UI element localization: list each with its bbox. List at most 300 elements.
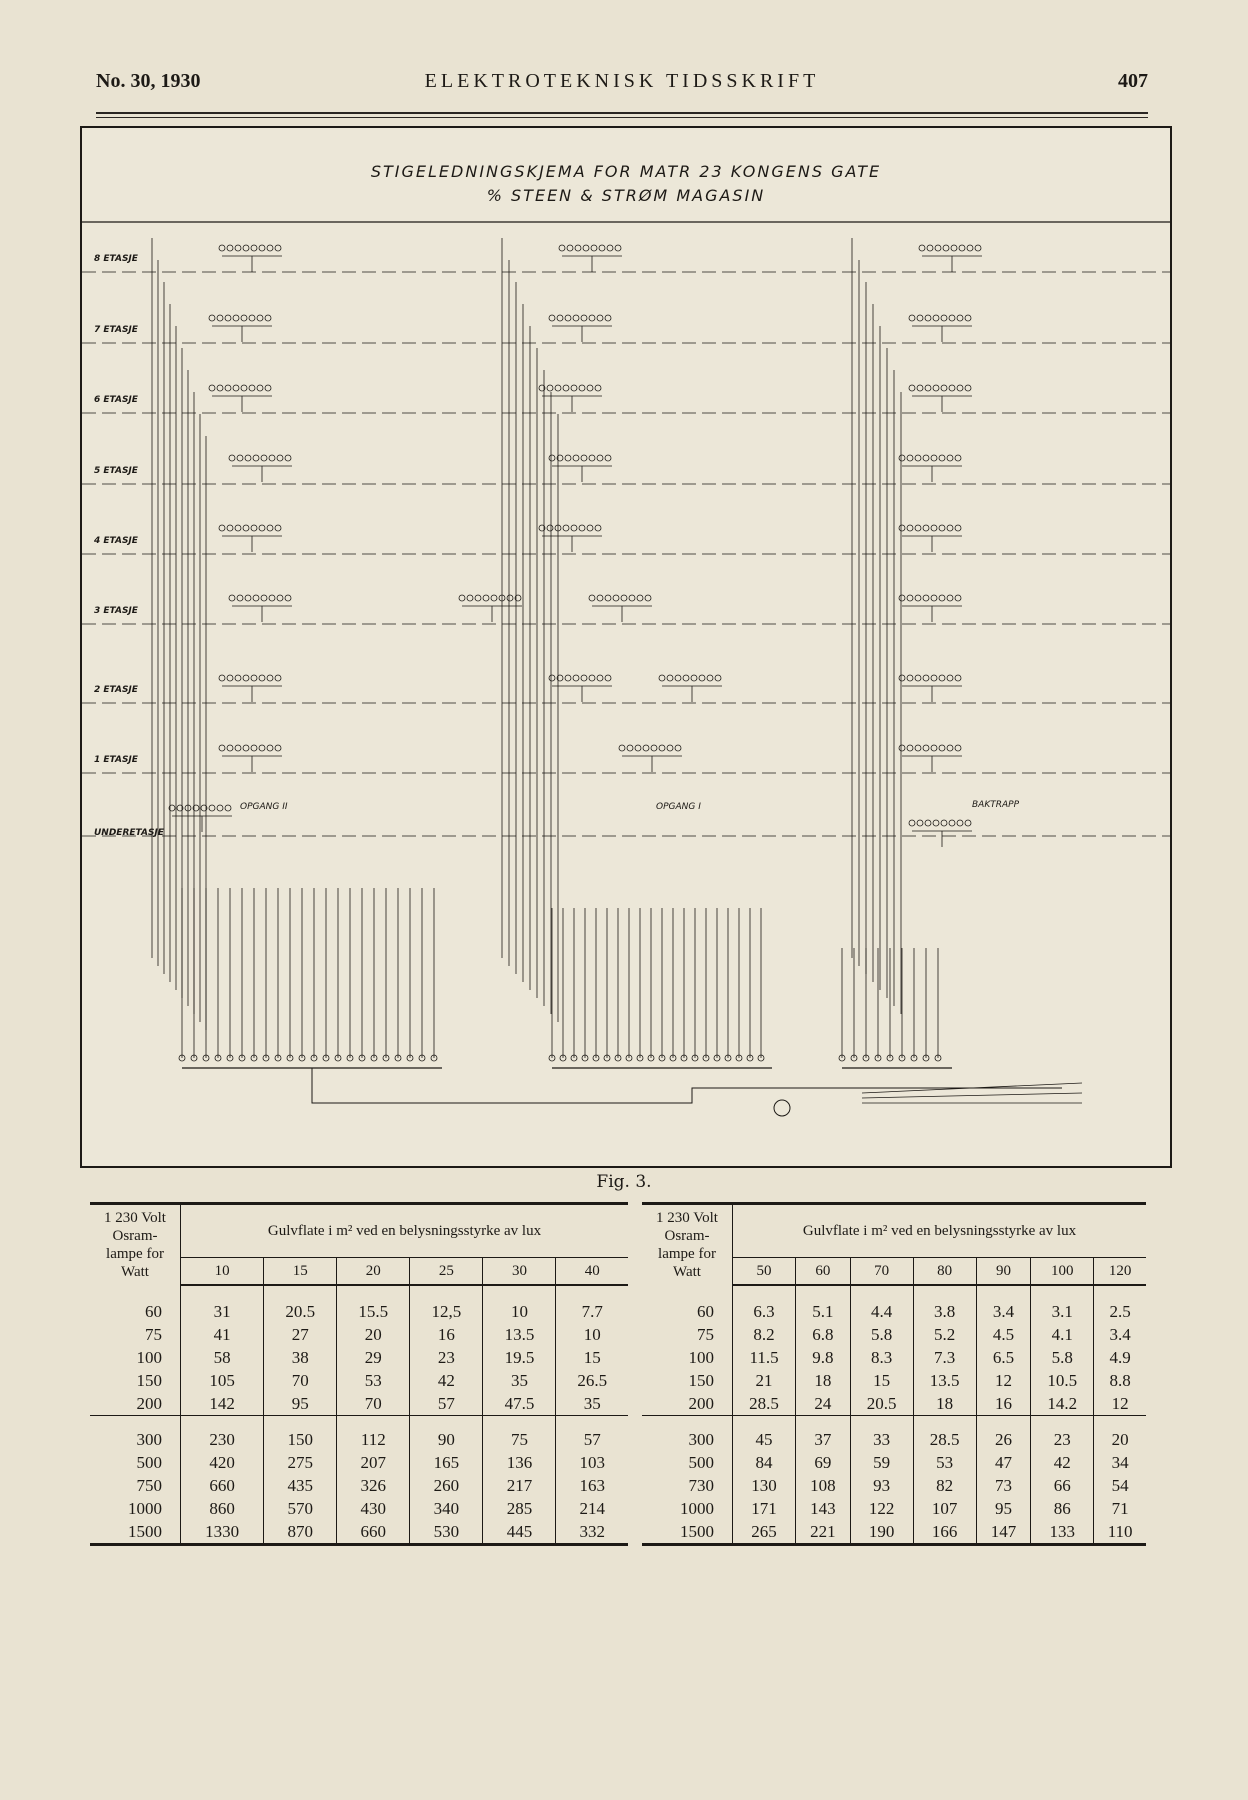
lamp-symbol <box>261 455 267 461</box>
lamp-symbol <box>209 385 215 391</box>
area-cell: 147 <box>976 1520 1030 1545</box>
lamp-symbol <box>251 525 257 531</box>
area-cell: 143 <box>796 1497 850 1520</box>
lamp-symbol <box>917 385 923 391</box>
area-cell: 8.2 <box>733 1323 796 1346</box>
table-row <box>90 1392 628 1416</box>
lamp-symbol <box>259 245 265 251</box>
lamp-symbol <box>949 820 955 826</box>
lamp-symbol <box>269 455 275 461</box>
area-cell: 31 <box>181 1300 264 1323</box>
lamp-symbol <box>923 745 929 751</box>
lamp-header-line: 1 230 Volt <box>104 1210 166 1226</box>
lamp-symbol <box>251 245 257 251</box>
lamp-symbol <box>915 745 921 751</box>
lamp-symbol <box>659 745 665 751</box>
area-cell: 23 <box>410 1346 483 1369</box>
spacer-cell <box>642 1285 733 1300</box>
lamp-symbol <box>225 385 231 391</box>
lamp-header-line: Watt <box>121 1264 149 1280</box>
lamp-symbol <box>907 595 913 601</box>
spacer-cell <box>483 1285 556 1300</box>
area-cell: 163 <box>556 1474 628 1497</box>
lamp-symbol <box>571 385 577 391</box>
table-row <box>90 1346 628 1369</box>
lamp-symbol <box>265 385 271 391</box>
lamp-header-line: Osram- <box>112 1228 158 1244</box>
area-cell: 95 <box>976 1497 1030 1520</box>
lamp-symbol <box>947 675 953 681</box>
lamp-symbol <box>597 315 603 321</box>
spacer-cell <box>796 1416 850 1429</box>
lamp-symbol <box>269 595 275 601</box>
stair-label-opgang-2: OPGANG II <box>240 802 288 812</box>
area-cell: 57 <box>556 1428 628 1451</box>
area-cell: 13.5 <box>913 1369 976 1392</box>
area-cell: 10 <box>483 1300 556 1323</box>
lamp-symbol <box>597 455 603 461</box>
lamp-symbol <box>549 315 555 321</box>
lamp-symbol <box>257 315 263 321</box>
lux-table-right <box>642 1202 1146 1546</box>
area-cell: 570 <box>264 1497 337 1520</box>
area-cell: 207 <box>337 1451 410 1474</box>
lux-header-cell: 30 <box>483 1258 556 1286</box>
table-row <box>642 1497 1146 1520</box>
lamp-symbol <box>923 675 929 681</box>
area-cell: 16 <box>410 1323 483 1346</box>
area-cell: 54 <box>1094 1474 1146 1497</box>
lamp-symbol <box>605 675 611 681</box>
area-cell: 112 <box>337 1428 410 1451</box>
lamp-symbol <box>549 675 555 681</box>
lux-header-cell: 15 <box>264 1258 337 1286</box>
lamp-symbol <box>225 315 231 321</box>
area-cell: 23 <box>1031 1428 1094 1451</box>
lamp-symbol <box>635 745 641 751</box>
floor-label-6: 6 ETASJE <box>94 395 138 405</box>
lamp-symbol <box>227 245 233 251</box>
lamp-symbol <box>931 525 937 531</box>
lamp-symbol <box>931 675 937 681</box>
lamp-symbol <box>607 245 613 251</box>
lamp-symbol <box>925 315 931 321</box>
area-cell: 2.5 <box>1094 1300 1146 1323</box>
spacer-cell <box>410 1416 483 1429</box>
area-cell: 28.5 <box>733 1392 796 1416</box>
area-cell: 41 <box>181 1323 264 1346</box>
lux-header-cell: 40 <box>556 1258 628 1286</box>
table-row <box>642 1300 1146 1323</box>
lamp-symbol <box>957 315 963 321</box>
group-header: Gulvflate i m² ved en belysningsstyrke av lux <box>181 1204 629 1258</box>
area-cell: 53 <box>913 1451 976 1474</box>
lamp-symbol <box>265 315 271 321</box>
area-cell: 86 <box>1031 1497 1094 1520</box>
spacer-cell <box>913 1416 976 1429</box>
watt-cell: 730 <box>642 1474 733 1497</box>
area-cell: 47.5 <box>483 1392 556 1416</box>
floor-label-3: 3 ETASJE <box>94 606 138 616</box>
lamp-symbol <box>559 245 565 251</box>
lamp-symbol <box>917 820 923 826</box>
area-cell: 93 <box>850 1474 913 1497</box>
lamp-symbol <box>565 675 571 681</box>
area-cell: 275 <box>264 1451 337 1474</box>
figure-caption: Fig. 3. <box>596 1172 652 1192</box>
lamp-symbol <box>587 525 593 531</box>
area-cell: 33 <box>850 1428 913 1451</box>
spacer-cell <box>1094 1416 1146 1429</box>
area-cell: 265 <box>733 1520 796 1545</box>
lamp-symbol <box>557 315 563 321</box>
lamp-symbol <box>935 245 941 251</box>
lamp-symbol <box>217 805 223 811</box>
watt-cell: 60 <box>90 1300 181 1323</box>
lamp-symbol <box>629 595 635 601</box>
area-cell: 71 <box>1094 1497 1146 1520</box>
area-cell: 6.8 <box>796 1323 850 1346</box>
area-cell: 107 <box>913 1497 976 1520</box>
group-divider <box>90 1416 628 1429</box>
area-cell: 4.9 <box>1094 1346 1146 1369</box>
table-row <box>90 1520 628 1545</box>
watt-cell: 500 <box>90 1451 181 1474</box>
lamp-symbol <box>899 525 905 531</box>
lamp-symbol <box>241 385 247 391</box>
lamp-symbol <box>235 525 241 531</box>
lamp-symbol <box>581 315 587 321</box>
stair-label-baktrapp: BAKTRAPP <box>972 800 1019 810</box>
area-cell: 5.2 <box>913 1323 976 1346</box>
lux-table-left <box>90 1202 628 1546</box>
lamp-symbol <box>467 595 473 601</box>
area-cell: 15 <box>556 1346 628 1369</box>
area-cell: 20.5 <box>850 1392 913 1416</box>
lamp-symbol <box>259 525 265 531</box>
lux-header-cell: 100 <box>1031 1258 1094 1286</box>
lamp-symbol <box>217 315 223 321</box>
spacer-cell <box>264 1285 337 1300</box>
lamp-symbol <box>907 455 913 461</box>
lamp-symbol <box>581 455 587 461</box>
lamp-symbol <box>491 595 497 601</box>
lux-header-cell: 50 <box>733 1258 796 1286</box>
area-cell: 8.8 <box>1094 1369 1146 1392</box>
area-cell: 530 <box>410 1520 483 1545</box>
area-cell: 12,5 <box>410 1300 483 1323</box>
area-cell: 69 <box>796 1451 850 1474</box>
lamp-symbol <box>237 595 243 601</box>
lamp-symbol <box>251 675 257 681</box>
area-cell: 42 <box>1031 1451 1094 1474</box>
lamp-symbol <box>923 455 929 461</box>
area-cell: 19.5 <box>483 1346 556 1369</box>
area-cell: 12 <box>976 1369 1030 1392</box>
lamp-symbol <box>927 245 933 251</box>
lamp-symbol <box>939 455 945 461</box>
area-cell: 136 <box>483 1451 556 1474</box>
issue-number: No. 30, 1930 <box>96 70 201 92</box>
spacer-cell <box>850 1416 913 1429</box>
lamp-symbol <box>589 315 595 321</box>
area-cell: 171 <box>733 1497 796 1520</box>
lamp-symbol <box>243 525 249 531</box>
lamp-symbol <box>285 455 291 461</box>
area-cell: 1330 <box>181 1520 264 1545</box>
area-cell: 45 <box>733 1428 796 1451</box>
lamp-symbol <box>235 245 241 251</box>
lamp-symbol <box>919 245 925 251</box>
area-cell: 5.1 <box>796 1300 850 1323</box>
lamp-symbol <box>947 525 953 531</box>
lamp-symbol <box>957 385 963 391</box>
watt-cell: 1500 <box>642 1520 733 1545</box>
lamp-symbol <box>941 385 947 391</box>
lamp-symbol <box>915 675 921 681</box>
lamp-symbol <box>699 675 705 681</box>
watt-cell: 750 <box>90 1474 181 1497</box>
spacer-cell <box>556 1285 628 1300</box>
area-cell: 24 <box>796 1392 850 1416</box>
lamp-symbol <box>957 820 963 826</box>
area-cell: 15.5 <box>337 1300 410 1323</box>
lamp-symbol <box>253 455 259 461</box>
area-cell: 70 <box>264 1369 337 1392</box>
area-cell: 165 <box>410 1451 483 1474</box>
table-row <box>642 1520 1146 1545</box>
lamp-symbol <box>253 595 259 601</box>
lamp-symbol <box>507 595 513 601</box>
lamp-symbol <box>241 315 247 321</box>
lamp-symbol <box>227 745 233 751</box>
lamp-symbol <box>643 745 649 751</box>
lamp-symbol <box>595 385 601 391</box>
watt-cell: 300 <box>90 1428 181 1451</box>
floor-label-1: 1 ETASJE <box>94 755 138 765</box>
area-cell: 12 <box>1094 1392 1146 1416</box>
lamp-symbol <box>567 245 573 251</box>
lamp-symbol <box>597 595 603 601</box>
table-row <box>642 1392 1146 1416</box>
lamp-symbol <box>667 675 673 681</box>
spacer-cell <box>337 1416 410 1429</box>
lamp-symbol <box>939 525 945 531</box>
area-cell: 332 <box>556 1520 628 1545</box>
lamp-symbol <box>277 595 283 601</box>
lamp-symbol <box>899 675 905 681</box>
lamp-symbol <box>275 525 281 531</box>
lamp-symbol <box>235 675 241 681</box>
lamp-symbol <box>259 675 265 681</box>
area-cell: 110 <box>1094 1520 1146 1545</box>
lamp-symbol <box>915 595 921 601</box>
main-feeder <box>312 1068 1062 1103</box>
area-cell: 8.3 <box>850 1346 913 1369</box>
lamp-symbol <box>257 385 263 391</box>
diagram-drawing <box>82 128 1170 1166</box>
area-cell: 42 <box>410 1369 483 1392</box>
area-cell: 82 <box>913 1474 976 1497</box>
diagram-subtitle: % STEEN & STRØM MAGASIN <box>486 186 766 205</box>
lamp-symbol <box>955 455 961 461</box>
lamp-symbol <box>605 315 611 321</box>
lamp-symbol <box>267 525 273 531</box>
area-cell: 260 <box>410 1474 483 1497</box>
lamp-symbol <box>645 595 651 601</box>
lamp-symbol <box>275 675 281 681</box>
area-cell: 3.1 <box>1031 1300 1094 1323</box>
lamp-symbol <box>975 245 981 251</box>
wiring-diagram <box>80 126 1172 1168</box>
area-cell: 35 <box>556 1392 628 1416</box>
area-cell: 4.1 <box>1031 1323 1094 1346</box>
area-cell: 420 <box>181 1451 264 1474</box>
lamp-symbol <box>251 745 257 751</box>
area-cell: 21 <box>733 1369 796 1392</box>
lamp-symbol <box>589 675 595 681</box>
area-cell: 70 <box>337 1392 410 1416</box>
lamp-symbol <box>275 245 281 251</box>
lamp-symbol <box>907 675 913 681</box>
lamp-symbol <box>587 385 593 391</box>
lamp-symbol <box>547 525 553 531</box>
area-cell: 230 <box>181 1428 264 1451</box>
lamp-symbol <box>923 595 929 601</box>
lamp-symbol <box>227 675 233 681</box>
lamp-symbol <box>947 745 953 751</box>
spacer-cell <box>483 1416 556 1429</box>
lamp-symbol <box>565 455 571 461</box>
lamp-symbol <box>249 315 255 321</box>
area-cell: 133 <box>1031 1520 1094 1545</box>
spacer-cell <box>90 1285 181 1300</box>
area-cell: 5.8 <box>1031 1346 1094 1369</box>
lamp-symbol <box>591 245 597 251</box>
area-cell: 860 <box>181 1497 264 1520</box>
spacer-row <box>642 1285 1146 1300</box>
lamp-symbol <box>605 455 611 461</box>
table-row <box>90 1323 628 1346</box>
lamp-symbol <box>219 525 225 531</box>
lamp-symbol <box>941 315 947 321</box>
lux-header-cell: 25 <box>410 1258 483 1286</box>
area-cell: 59 <box>850 1451 913 1474</box>
lamp-symbol <box>219 675 225 681</box>
area-cell: 57 <box>410 1392 483 1416</box>
area-cell: 150 <box>264 1428 337 1451</box>
spacer-cell <box>796 1285 850 1300</box>
lamp-symbol <box>219 745 225 751</box>
lamp-symbol <box>249 385 255 391</box>
floor-label-basement: UNDERETASJE <box>94 828 164 838</box>
watt-cell: 75 <box>90 1323 181 1346</box>
lamp-symbol <box>589 455 595 461</box>
area-cell: 75 <box>483 1428 556 1451</box>
area-cell: 4.4 <box>850 1300 913 1323</box>
lamp-symbol <box>959 245 965 251</box>
area-cell: 11.5 <box>733 1346 796 1369</box>
area-cell: 3.4 <box>976 1300 1030 1323</box>
watt-cell: 100 <box>90 1346 181 1369</box>
area-cell: 90 <box>410 1428 483 1451</box>
group-divider <box>642 1416 1146 1429</box>
lamp-symbol <box>967 245 973 251</box>
lamp-symbol <box>581 675 587 681</box>
lamp-symbol <box>277 455 283 461</box>
lamp-symbol <box>965 820 971 826</box>
area-cell: 18 <box>796 1369 850 1392</box>
area-cell: 435 <box>264 1474 337 1497</box>
area-cell: 445 <box>483 1520 556 1545</box>
lamp-symbol <box>597 675 603 681</box>
spacer-cell <box>976 1416 1030 1429</box>
area-cell: 217 <box>483 1474 556 1497</box>
lux-header-cell: 120 <box>1094 1258 1146 1286</box>
spacer-cell <box>90 1416 181 1429</box>
lamp-header <box>642 1204 733 1286</box>
lamp-symbol <box>615 245 621 251</box>
lamp-symbol <box>949 385 955 391</box>
lamp-header-line: 1 230 Volt <box>656 1210 718 1226</box>
area-cell: 58 <box>181 1346 264 1369</box>
lamp-symbol <box>925 385 931 391</box>
header-rule-thin <box>96 117 1148 118</box>
area-cell: 10 <box>556 1323 628 1346</box>
lamp-symbol <box>933 315 939 321</box>
lux-header-cell: 60 <box>796 1258 850 1286</box>
lamp-symbol <box>483 595 489 601</box>
area-cell: 20 <box>1094 1428 1146 1451</box>
watt-cell: 75 <box>642 1323 733 1346</box>
area-cell: 20 <box>337 1323 410 1346</box>
watt-cell: 200 <box>642 1392 733 1416</box>
lamp-symbol <box>583 245 589 251</box>
table-row <box>90 1451 628 1474</box>
floor-label-2: 2 ETASJE <box>94 685 138 695</box>
area-cell: 660 <box>181 1474 264 1497</box>
lux-header-cell: 70 <box>850 1258 913 1286</box>
area-cell: 16 <box>976 1392 1030 1416</box>
spacer-cell <box>733 1416 796 1429</box>
lamp-symbol <box>651 745 657 751</box>
lamp-symbol <box>965 385 971 391</box>
table-row <box>642 1369 1146 1392</box>
area-cell: 37 <box>796 1428 850 1451</box>
floor-label-5: 5 ETASJE <box>94 466 138 476</box>
area-cell: 9.8 <box>796 1346 850 1369</box>
watt-cell: 1000 <box>642 1497 733 1520</box>
table-row <box>90 1497 628 1520</box>
page-number: 407 <box>1118 70 1148 92</box>
spacer-cell <box>733 1285 796 1300</box>
lamp-symbol <box>683 675 689 681</box>
area-cell: 95 <box>264 1392 337 1416</box>
area-cell: 13.5 <box>483 1323 556 1346</box>
lamp-symbol <box>563 525 569 531</box>
spacer-cell <box>337 1285 410 1300</box>
spacer-cell <box>850 1285 913 1300</box>
spacer-cell <box>642 1416 733 1429</box>
lamp-symbol <box>955 595 961 601</box>
lamp-symbol <box>267 675 273 681</box>
lux-header-cell: 80 <box>913 1258 976 1286</box>
lamp-symbol <box>245 455 251 461</box>
area-cell: 10.5 <box>1031 1369 1094 1392</box>
lux-header-cell: 10 <box>181 1258 264 1286</box>
lamp-symbol <box>899 745 905 751</box>
lamp-symbol <box>233 385 239 391</box>
